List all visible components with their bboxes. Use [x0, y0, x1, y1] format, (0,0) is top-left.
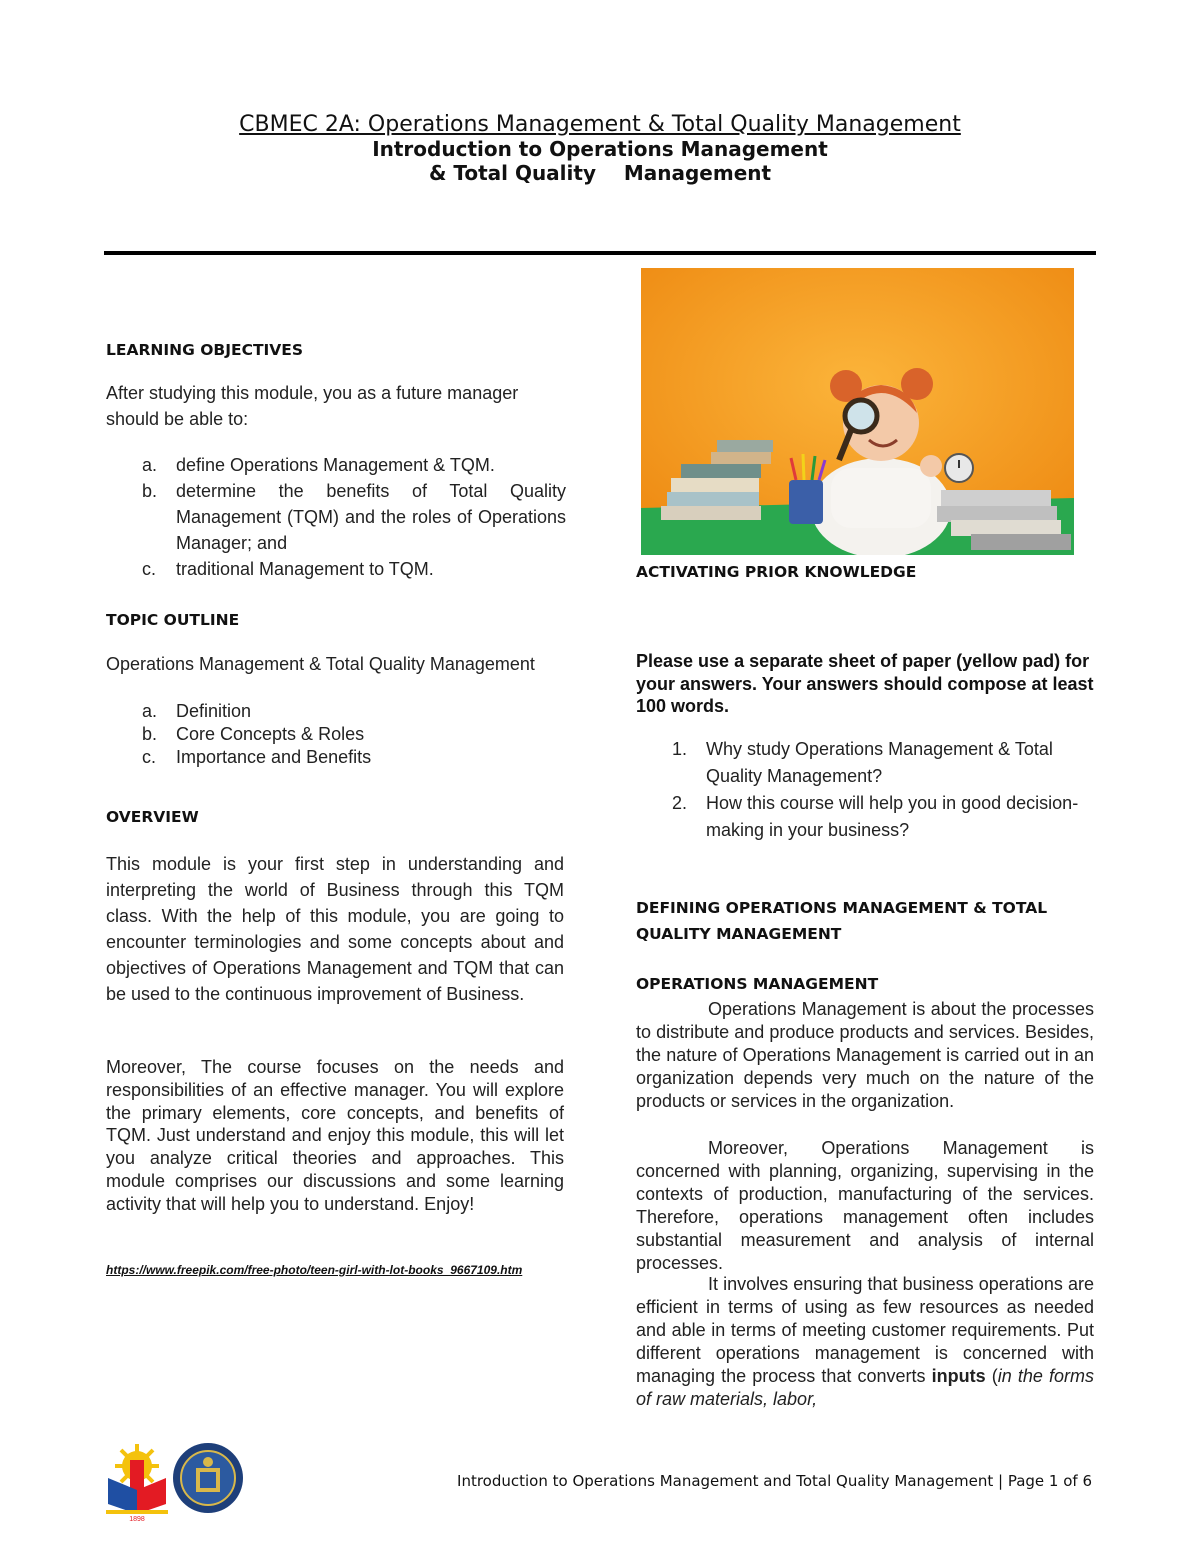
- answer-instruction: Please use a separate sheet of paper (yellow pad) for your answers. Your answers should compose at least 100 words.: [636, 651, 1094, 717]
- page-footer: Introduction to Operations Management and Total Quality Management | Page 1 of 6: [457, 1472, 1092, 1490]
- module-title-line2: & Total Quality Management: [428, 161, 772, 185]
- om-paragraph-1: Operations Management is about the processes to distribute and produce products and services. Besides, the nature of Operations Management is carried out in an organization depends very much on the nature of the products or services in the organization.: [636, 999, 1094, 1111]
- outline-intro: Operations Management & Total Quality Management: [106, 654, 535, 674]
- objective-item: c. traditional Management to TQM.: [142, 559, 434, 579]
- philippine-flag-logo: [104, 1444, 170, 1522]
- outline-item: c. Importance and Benefits: [142, 747, 372, 767]
- question-item: 1. Why study Operations Management & Total Quality Management?: [672, 739, 1053, 786]
- girl-with-books-photo: [641, 268, 1074, 555]
- overview-heading: OVERVIEW: [106, 808, 199, 826]
- school-seal-logo: [172, 1442, 244, 1514]
- objectives-intro: After studying this module, you as a future manager should be able to:: [106, 383, 519, 429]
- defining-heading: DEFINING OPERATIONS MANAGEMENT & TOTAL QUALITY MANAGEMENT: [636, 899, 1048, 943]
- overview-paragraph-2: Moreover, The course focuses on the needs and responsibilities of an effective manager. You will explore the primary elements, core concepts, and benefits of TQM. Just understand and enjoy this module, this will let you analyze critical theories and approaches. This module comprises our discussions and some learning activity that will help you to understand. Enjoy!: [106, 1057, 564, 1214]
- questions-list: [636, 736, 1098, 844]
- objective-item: a. define Operations Management & TQM.: [142, 455, 495, 475]
- seal-year: 1898: [129, 1516, 145, 1522]
- module-title-line1: Introduction to Operations Management: [372, 137, 828, 161]
- objective-item: b. determine the benefits of Total Quality Management (TQM) and the roles of Operations Manager; and: [142, 481, 566, 553]
- activating-prior-knowledge-heading: ACTIVATING PRIOR KNOWLEDGE: [636, 563, 917, 581]
- learning-objectives-heading: LEARNING OBJECTIVES: [106, 341, 304, 359]
- outline-item: b. Core Concepts & Roles: [142, 724, 365, 744]
- question-item: 2. How this course will help you in good decision-making in your business?: [672, 793, 1079, 840]
- overview-paragraph-1: This module is your first step in understanding and interpreting the world of Business through this TQM class. With the help of this module, you are going to encounter terminologies and some concepts about and objectives of Operations Management and TQM that can be used to the continuous improvement of Business.: [106, 854, 564, 1004]
- image-source-link[interactable]: https://www.freepik.com/free-photo/teen-girl-with-lot-books_9667109.htm: [106, 1263, 523, 1277]
- course-title: CBMEC 2A: Operations Management & Total Quality Management: [239, 112, 961, 137]
- header-divider: [104, 251, 1096, 255]
- topic-outline-heading: TOPIC OUTLINE: [106, 611, 240, 629]
- objectives-list: [106, 452, 566, 582]
- om-paragraph-2: Moreover, Operations Management is concerned with planning, organizing, supervising in the contexts of production, manufacturing of the services. Therefore, operations management often includes substantial measurement and analysis of internal processes.: [636, 1138, 1094, 1273]
- outline-list: [106, 700, 566, 769]
- outline-item: a. Definition: [142, 701, 252, 721]
- om-paragraph-3: It involves ensuring that business operations are efficient in terms of using as few resources as needed and able in terms of meeting customer requirements. Put different operations management is concerned with managing the process that converts inputs (in the forms of raw materials, labor,: [636, 1274, 1094, 1409]
- operations-management-heading: OPERATIONS MANAGEMENT: [636, 975, 879, 993]
